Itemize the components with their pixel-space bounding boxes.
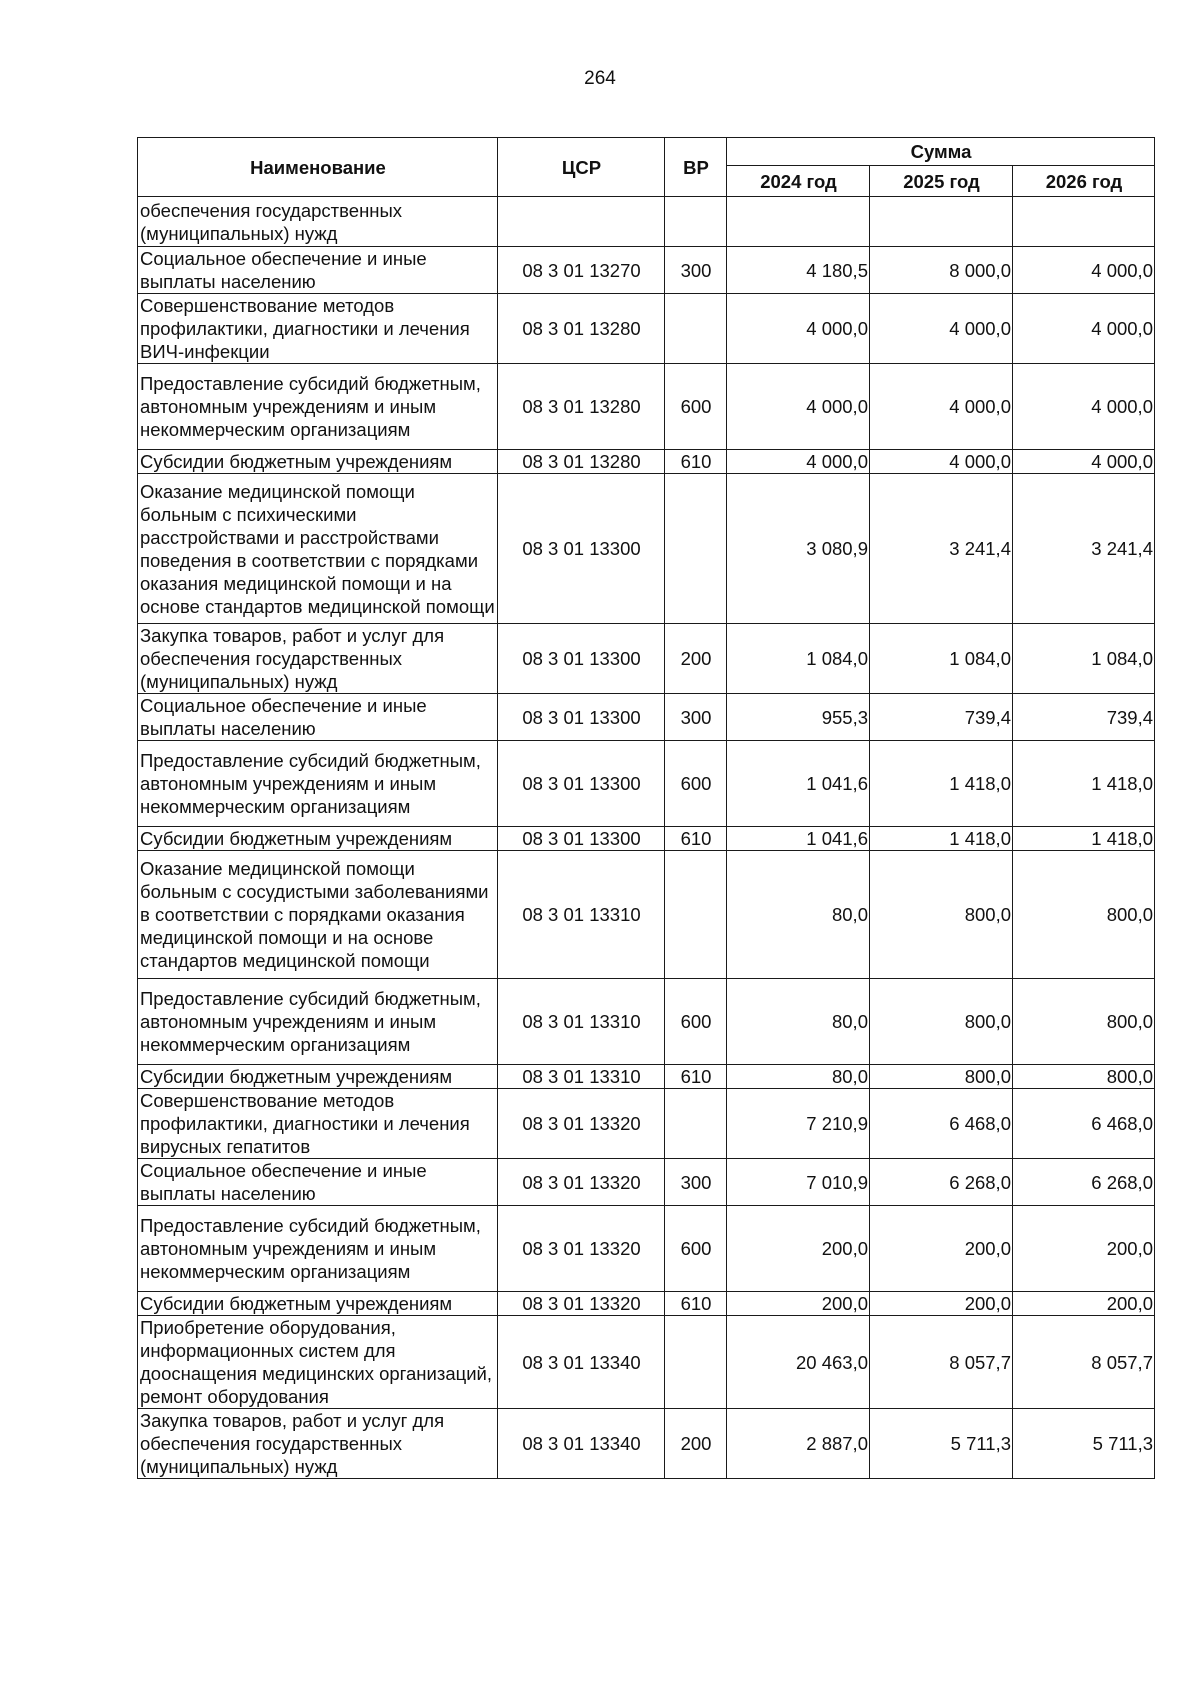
table-row <box>138 624 1155 694</box>
row-csr: 08 3 01 13300 <box>498 741 665 827</box>
table-row <box>138 1159 1155 1206</box>
row-vr <box>665 1316 727 1409</box>
row-name: Закупка товаров, работ и услуг для обеспечения государственных (муниципальных) нужд <box>138 624 498 694</box>
row-sum-2026: 800,0 <box>1013 851 1155 979</box>
row-sum-2024: 4 000,0 <box>727 364 870 450</box>
row-sum-2024: 200,0 <box>727 1206 870 1292</box>
row-vr: 300 <box>665 694 727 741</box>
row-sum-2026: 4 000,0 <box>1013 247 1155 294</box>
row-sum-2025: 200,0 <box>870 1206 1013 1292</box>
row-sum-2024: 1 084,0 <box>727 624 870 694</box>
row-sum-2024: 80,0 <box>727 851 870 979</box>
row-sum-2026: 200,0 <box>1013 1206 1155 1292</box>
row-vr <box>665 851 727 979</box>
header-sum: Сумма <box>727 138 1155 166</box>
row-sum-2025: 8 000,0 <box>870 247 1013 294</box>
row-name: Предоставление субсидий бюджетным, автономным учреждениям и иным некоммерческим организациям <box>138 364 498 450</box>
row-sum-2025: 4 000,0 <box>870 450 1013 474</box>
header-csr: ЦСР <box>498 138 665 197</box>
table-row <box>138 1206 1155 1292</box>
table-row <box>138 294 1155 364</box>
row-vr: 600 <box>665 1206 727 1292</box>
table-row <box>138 247 1155 294</box>
table-row <box>138 1316 1155 1409</box>
row-vr: 200 <box>665 624 727 694</box>
row-sum-2025: 6 468,0 <box>870 1089 1013 1159</box>
row-sum-2025: 4 000,0 <box>870 364 1013 450</box>
table-row <box>138 1089 1155 1159</box>
row-sum-2026: 739,4 <box>1013 694 1155 741</box>
row-sum-2024: 7 210,9 <box>727 1089 870 1159</box>
header-name: Наименование <box>138 138 498 197</box>
row-sum-2025: 1 418,0 <box>870 827 1013 851</box>
row-name: Предоставление субсидий бюджетным, автономным учреждениям и иным некоммерческим организациям <box>138 1206 498 1292</box>
row-vr <box>665 294 727 364</box>
row-name: Социальное обеспечение и иные выплаты населению <box>138 247 498 294</box>
row-name: Совершенствование методов профилактики, диагностики и лечения вирусных гепатитов <box>138 1089 498 1159</box>
row-name: Социальное обеспечение и иные выплаты населению <box>138 694 498 741</box>
row-sum-2024: 955,3 <box>727 694 870 741</box>
row-sum-2025: 1 084,0 <box>870 624 1013 694</box>
row-vr: 600 <box>665 979 727 1065</box>
row-sum-2026: 1 418,0 <box>1013 827 1155 851</box>
row-sum-2026: 6 468,0 <box>1013 1089 1155 1159</box>
header-vr: ВР <box>665 138 727 197</box>
table-row <box>138 450 1155 474</box>
row-csr: 08 3 01 13300 <box>498 694 665 741</box>
row-csr: 08 3 01 13310 <box>498 851 665 979</box>
row-sum-2024: 4 180,5 <box>727 247 870 294</box>
row-sum-2026: 4 000,0 <box>1013 364 1155 450</box>
row-vr: 300 <box>665 247 727 294</box>
row-sum-2024: 20 463,0 <box>727 1316 870 1409</box>
header-row <box>138 138 1155 166</box>
row-vr: 600 <box>665 364 727 450</box>
row-sum-2024: 1 041,6 <box>727 741 870 827</box>
row-sum-2024: 3 080,9 <box>727 474 870 624</box>
row-csr: 08 3 01 13280 <box>498 364 665 450</box>
row-name: Предоставление субсидий бюджетным, автономным учреждениям и иным некоммерческим организациям <box>138 741 498 827</box>
row-sum-2025: 6 268,0 <box>870 1159 1013 1206</box>
row-sum-2024: 2 887,0 <box>727 1409 870 1479</box>
row-sum-2025: 5 711,3 <box>870 1409 1013 1479</box>
page-number: 264 <box>584 68 616 89</box>
row-sum-2024: 80,0 <box>727 1065 870 1089</box>
row-csr: 08 3 01 13270 <box>498 247 665 294</box>
table-row <box>138 1409 1155 1479</box>
row-sum-2026: 4 000,0 <box>1013 450 1155 474</box>
row-vr: 300 <box>665 1159 727 1206</box>
row-sum-2024: 80,0 <box>727 979 870 1065</box>
table-row <box>138 364 1155 450</box>
row-sum-2025: 200,0 <box>870 1292 1013 1316</box>
row-sum-2025: 8 057,7 <box>870 1316 1013 1409</box>
row-name: Совершенствование методов профилактики, диагностики и лечения ВИЧ-инфекции <box>138 294 498 364</box>
row-vr <box>665 474 727 624</box>
row-sum-2026: 5 711,3 <box>1013 1409 1155 1479</box>
row-sum-2024: 4 000,0 <box>727 450 870 474</box>
row-sum-2025: 800,0 <box>870 851 1013 979</box>
budget-table <box>137 137 1155 1479</box>
row-csr: 08 3 01 13320 <box>498 1089 665 1159</box>
row-sum-2026: 8 057,7 <box>1013 1316 1155 1409</box>
row-csr: 08 3 01 13320 <box>498 1292 665 1316</box>
row-vr: 200 <box>665 1409 727 1479</box>
table-row <box>138 1065 1155 1089</box>
row-sum-2025: 739,4 <box>870 694 1013 741</box>
row-sum-2026: 800,0 <box>1013 1065 1155 1089</box>
row-csr: 08 3 01 13320 <box>498 1206 665 1292</box>
row-name: Субсидии бюджетным учреждениям <box>138 450 498 474</box>
table-row <box>138 827 1155 851</box>
row-sum-2024: 1 041,6 <box>727 827 870 851</box>
table-row <box>138 1292 1155 1316</box>
row-name: Субсидии бюджетным учреждениям <box>138 1292 498 1316</box>
header-year-2026: 2026 год <box>1013 166 1155 197</box>
row-sum-2024: 4 000,0 <box>727 294 870 364</box>
row-sum-2025 <box>870 197 1013 247</box>
row-csr: 08 3 01 13340 <box>498 1409 665 1479</box>
row-sum-2025: 1 418,0 <box>870 741 1013 827</box>
row-name: Приобретение оборудования, информационных систем для дооснащения медицинских организаций, ремонт оборудования <box>138 1316 498 1409</box>
row-sum-2024: 7 010,9 <box>727 1159 870 1206</box>
row-sum-2026: 1 418,0 <box>1013 741 1155 827</box>
row-name: Оказание медицинской помощи больным с сосудистыми заболеваниями в соответствии с порядками оказания медицинской помощи и на основе стандартов медицинской помощи <box>138 851 498 979</box>
row-sum-2025: 4 000,0 <box>870 294 1013 364</box>
row-sum-2026: 200,0 <box>1013 1292 1155 1316</box>
row-vr: 600 <box>665 741 727 827</box>
table-row <box>138 979 1155 1065</box>
row-csr <box>498 197 665 247</box>
row-sum-2024 <box>727 197 870 247</box>
row-csr: 08 3 01 13310 <box>498 1065 665 1089</box>
row-vr: 610 <box>665 450 727 474</box>
row-sum-2025: 3 241,4 <box>870 474 1013 624</box>
row-csr: 08 3 01 13280 <box>498 450 665 474</box>
table-row <box>138 741 1155 827</box>
table-body <box>138 197 1155 1479</box>
row-csr: 08 3 01 13320 <box>498 1159 665 1206</box>
row-name: Субсидии бюджетным учреждениям <box>138 827 498 851</box>
row-name: Закупка товаров, работ и услуг для обеспечения государственных (муниципальных) нужд <box>138 1409 498 1479</box>
row-sum-2024: 200,0 <box>727 1292 870 1316</box>
row-name: Предоставление субсидий бюджетным, автономным учреждениям и иным некоммерческим организациям <box>138 979 498 1065</box>
table-row <box>138 694 1155 741</box>
row-sum-2025: 800,0 <box>870 979 1013 1065</box>
row-csr: 08 3 01 13340 <box>498 1316 665 1409</box>
row-sum-2026: 6 268,0 <box>1013 1159 1155 1206</box>
row-name: обеспечения государственных (муниципальных) нужд <box>138 197 498 247</box>
row-vr: 610 <box>665 827 727 851</box>
table-row <box>138 851 1155 979</box>
row-csr: 08 3 01 13300 <box>498 474 665 624</box>
row-csr: 08 3 01 13300 <box>498 827 665 851</box>
row-csr: 08 3 01 13300 <box>498 624 665 694</box>
row-vr: 610 <box>665 1292 727 1316</box>
row-vr <box>665 197 727 247</box>
row-csr: 08 3 01 13310 <box>498 979 665 1065</box>
row-name: Социальное обеспечение и иные выплаты населению <box>138 1159 498 1206</box>
row-name: Оказание медицинской помощи больным с психическими расстройствами и расстройствами поведения в соответствии с порядками оказания медицинской помощи и на основе стандартов медицинской помощи <box>138 474 498 624</box>
header-year-2025: 2025 год <box>870 166 1013 197</box>
row-csr: 08 3 01 13280 <box>498 294 665 364</box>
row-sum-2025: 800,0 <box>870 1065 1013 1089</box>
row-vr <box>665 1089 727 1159</box>
row-sum-2026: 3 241,4 <box>1013 474 1155 624</box>
row-name: Субсидии бюджетным учреждениям <box>138 1065 498 1089</box>
header-year-2024: 2024 год <box>727 166 870 197</box>
row-sum-2026: 800,0 <box>1013 979 1155 1065</box>
table-row <box>138 197 1155 247</box>
row-sum-2026: 1 084,0 <box>1013 624 1155 694</box>
row-sum-2026 <box>1013 197 1155 247</box>
table-row <box>138 474 1155 624</box>
row-vr: 610 <box>665 1065 727 1089</box>
row-sum-2026: 4 000,0 <box>1013 294 1155 364</box>
